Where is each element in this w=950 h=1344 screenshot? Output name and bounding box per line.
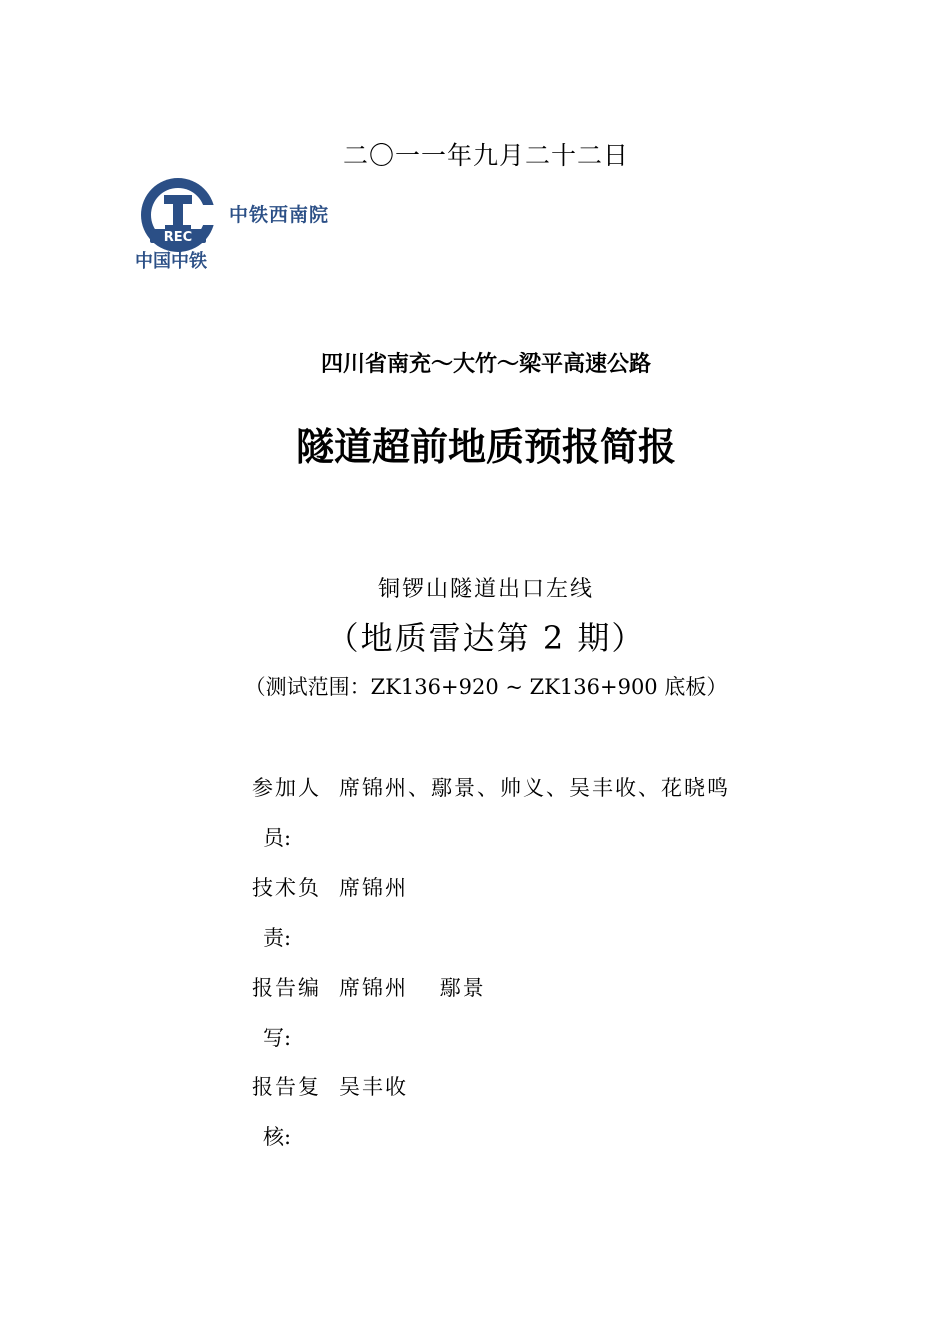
emblem-text: REC (163, 230, 193, 245)
staff-label: 报告编 (252, 976, 321, 1000)
project-title: 四川省南充～大竹～梁平高速公路 (320, 352, 651, 377)
staff-value: 席锦州、鄢景、帅义、吴丰收、花晓鸣 (339, 776, 730, 800)
staff-label: 参加人 (252, 776, 321, 800)
company-logo (133, 172, 363, 276)
staff-value: 席锦州 (339, 876, 408, 900)
report-date: 二〇一一年九月二十二日 (342, 141, 629, 170)
issue-number: （地质雷达第 2 期） (326, 619, 646, 657)
staff-label-cont: 写: (263, 1026, 292, 1050)
tunnel-name: 铜锣山隧道出口左线 (377, 577, 594, 602)
staff-value: 席锦州 鄢景 (339, 976, 486, 1000)
logo-org-name: 中铁西南院 (229, 204, 330, 226)
test-range: （测试范围：ZK136+920 ~ ZK136+900 底板） (244, 675, 728, 699)
report-title: 隧道超前地质预报简报 (295, 425, 676, 469)
staff-label: 技术负 (252, 876, 321, 900)
crec-emblem-icon (136, 175, 228, 257)
staff-label-cont: 员: (263, 826, 292, 850)
staff-label-cont: 核: (263, 1125, 292, 1149)
logo-group-name: 中国中铁 (135, 251, 207, 272)
staff-value: 吴丰收 (339, 1075, 408, 1099)
staff-label-cont: 责: (263, 926, 292, 950)
staff-label: 报告复 (252, 1075, 321, 1099)
